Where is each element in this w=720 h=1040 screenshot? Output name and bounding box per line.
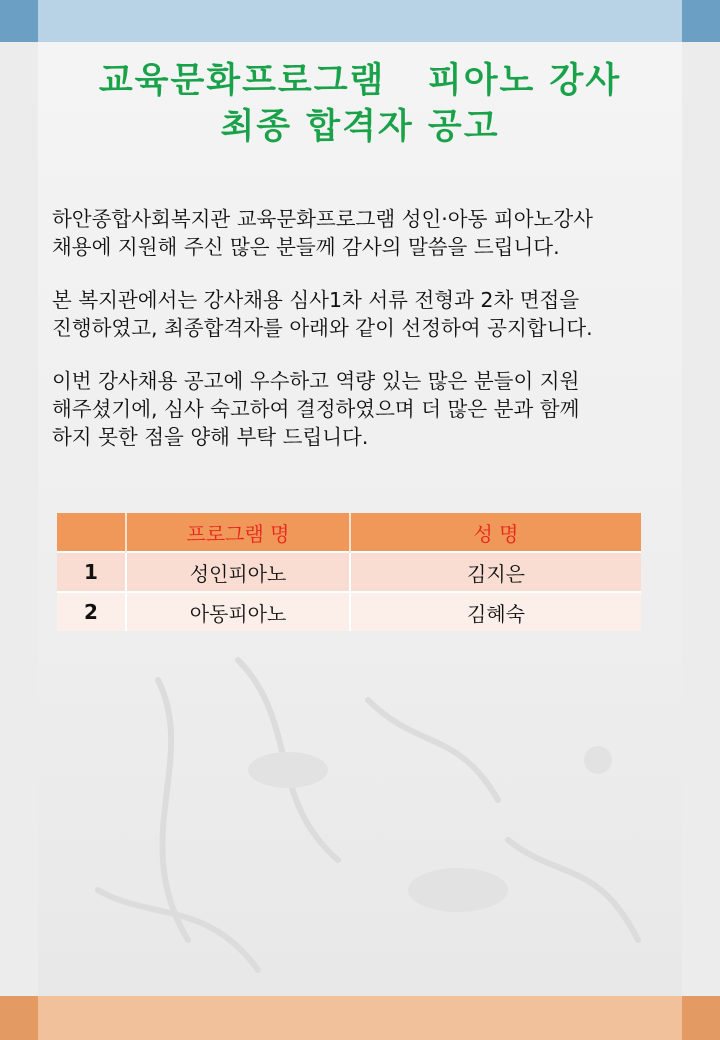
paragraph-thanks: 하안종합사회복지관 교육문화프로그램 성인·아동 피아노강사 채용에 지원해 주신 많은 분들께 감사의 말씀을 드립니다. (52, 207, 593, 259)
bottom-border-bar (0, 996, 720, 1040)
result-table (57, 513, 641, 631)
table-row (57, 552, 641, 592)
header-number (57, 513, 126, 552)
background-decoration (38, 640, 682, 996)
paragraph-apology: 이번 강사채용 공고에 우수하고 역량 있는 많은 분들이 지원 해주셨기에, 심사 숙고하여 결정하였으며 더 많은 분과 함께 하지 못한 점을 양해 부탁 드립니다. (52, 369, 580, 449)
table-row (57, 592, 641, 631)
title-line-2: 최종 합격자 공고 (220, 107, 500, 147)
row-name: 김지은 (350, 552, 641, 592)
page-title (38, 58, 682, 150)
title-line-1: 교육문화프로그램 피아노 강사 (98, 61, 622, 101)
header-program: 프로그램 명 (126, 513, 350, 552)
row-program: 성인피아노 (126, 552, 350, 592)
row-name: 김혜숙 (350, 592, 641, 631)
paragraph-process: 본 복지관에서는 강사채용 심사1차 서류 전형과 2차 면접을 진행하였고, 최종합격자를 아래와 같이 선정하여 공지합니다. (52, 288, 593, 340)
header-name: 성 명 (350, 513, 641, 552)
announcement-body (52, 205, 692, 476)
row-number: 2 (57, 592, 126, 631)
row-number: 1 (57, 552, 126, 592)
row-program: 아동피아노 (126, 592, 350, 631)
top-border-bar (0, 0, 720, 42)
table-header-row (57, 513, 641, 552)
